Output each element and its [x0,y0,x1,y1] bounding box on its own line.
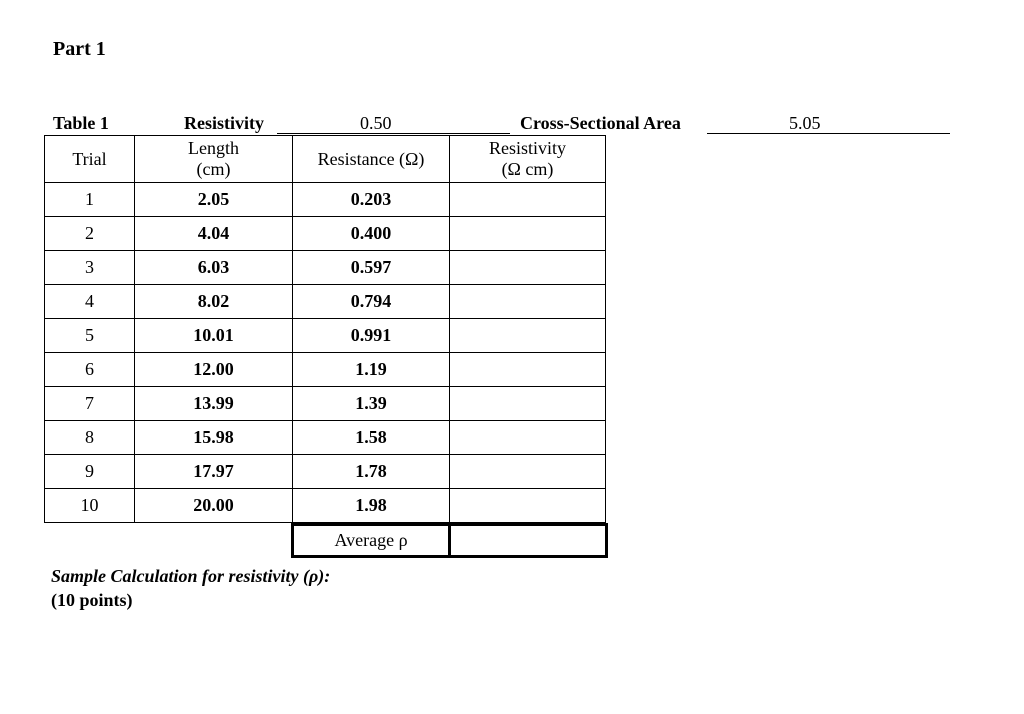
resistivity-cell[interactable] [450,217,606,251]
resistivity-cell[interactable] [450,421,606,455]
length-cell: 13.99 [135,387,293,421]
resistivity-value: 0.50 [360,113,392,133]
resistivity-cell[interactable] [450,387,606,421]
length-cell: 12.00 [135,353,293,387]
resistance-cell: 1.19 [293,353,450,387]
length-cell: 4.04 [135,217,293,251]
table-label: Table 1 [53,113,109,133]
resistivity-underline [277,133,510,134]
trial-cell: 5 [45,319,135,353]
length-cell: 6.03 [135,251,293,285]
trial-cell: 3 [45,251,135,285]
table-row [45,387,606,421]
resistance-cell: 1.78 [293,455,450,489]
resistance-cell: 1.98 [293,489,450,523]
header-trial: Trial [45,136,135,183]
resistivity-cell[interactable] [450,353,606,387]
table-row [45,353,606,387]
resistance-cell: 0.991 [293,319,450,353]
trial-cell: 2 [45,217,135,251]
sample-calculation-label: Sample Calculation for resistivity (ρ): [51,566,331,586]
trial-cell: 9 [45,455,135,489]
header-length-line2: (cm) [196,159,231,179]
resistivity-label: Resistivity [184,113,264,133]
resistance-cell: 0.203 [293,183,450,217]
trial-cell: 8 [45,421,135,455]
length-cell: 17.97 [135,455,293,489]
header-length-line1: Length [188,138,239,158]
average-rho-label: Average ρ [291,523,451,558]
resistivity-cell[interactable] [450,455,606,489]
trial-cell: 4 [45,285,135,319]
length-cell: 15.98 [135,421,293,455]
average-rho-value[interactable] [448,523,608,558]
cross-sectional-area-label: Cross-Sectional Area [520,113,681,133]
resistivity-cell[interactable] [450,489,606,523]
header-resistance: Resistance (Ω) [293,136,450,183]
table-row [45,455,606,489]
length-cell: 10.01 [135,319,293,353]
length-cell: 2.05 [135,183,293,217]
table-row [45,183,606,217]
resistivity-cell[interactable] [450,251,606,285]
area-underline [707,133,950,134]
resistivity-cell[interactable] [450,319,606,353]
resistivity-cell[interactable] [450,183,606,217]
table-row [45,319,606,353]
table-row [45,285,606,319]
header-resistivity [450,136,606,183]
header-resistivity-line2: (Ω cm) [501,159,554,179]
trial-cell: 1 [45,183,135,217]
table-row [45,217,606,251]
table-header-row [45,136,606,183]
resistance-cell: 0.400 [293,217,450,251]
resistance-cell: 0.794 [293,285,450,319]
header-length [135,136,293,183]
table-row [45,251,606,285]
resistance-cell: 0.597 [293,251,450,285]
trial-cell: 10 [45,489,135,523]
resistance-cell: 1.58 [293,421,450,455]
points-label: (10 points) [51,590,133,610]
resistance-cell: 1.39 [293,387,450,421]
length-cell: 8.02 [135,285,293,319]
part-title: Part 1 [53,38,106,60]
trial-cell: 6 [45,353,135,387]
trial-cell: 7 [45,387,135,421]
cross-sectional-area-value: 5.05 [789,113,821,133]
resistivity-table [44,135,606,523]
table-row [45,489,606,523]
length-cell: 20.00 [135,489,293,523]
resistivity-cell[interactable] [450,285,606,319]
table-row [45,421,606,455]
header-resistivity-line1: Resistivity [488,138,566,158]
